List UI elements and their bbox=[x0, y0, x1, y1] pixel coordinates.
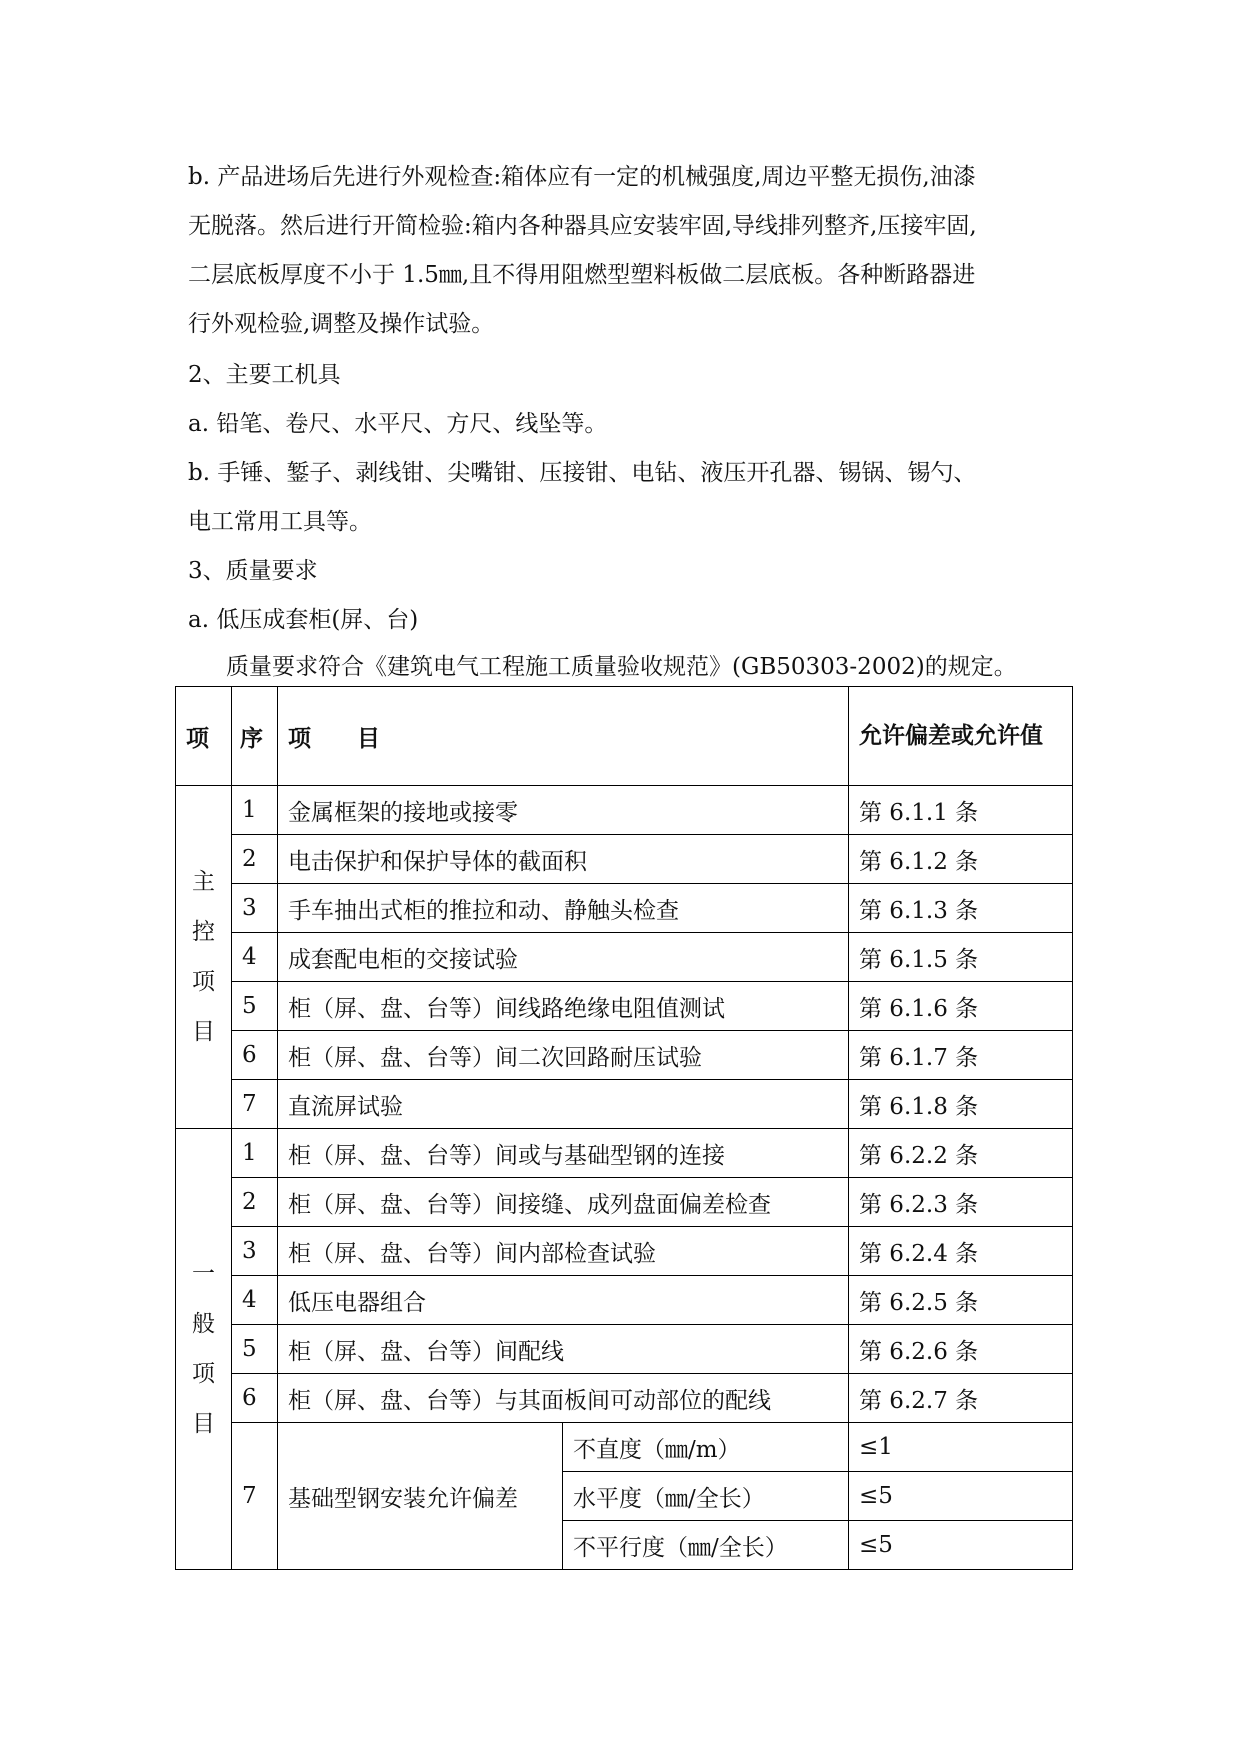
table-row bbox=[176, 1423, 1073, 1472]
tools-item-a: a. 铅笔、卷尺、水平尺、方尺、线坠等。 bbox=[188, 411, 608, 437]
row-name: 基础型钢安装允许偏差 bbox=[278, 1423, 563, 1570]
table-row bbox=[176, 1374, 1073, 1423]
row-seq: 4 bbox=[232, 933, 278, 982]
row-seq: 1 bbox=[232, 1129, 278, 1178]
row-seq: 7 bbox=[232, 1080, 278, 1129]
row-seq: 3 bbox=[232, 884, 278, 933]
row-seq: 2 bbox=[232, 1178, 278, 1227]
tools-item-b-line-1: b. 手锤、錾子、剥线钳、尖嘴钳、压接钳、电钻、液压开孔器、锡锅、锡勺、 bbox=[188, 460, 977, 486]
subrow-item: 不平行度（㎜/全长） bbox=[563, 1521, 849, 1570]
row-name: 柜（屏、盘、台等）间二次回路耐压试验 bbox=[278, 1031, 849, 1080]
header-name: 项 目 bbox=[278, 687, 849, 785]
row-name: 电击保护和保护导体的截面积 bbox=[278, 835, 849, 884]
row-value: 第 6.1.2 条 bbox=[849, 835, 1073, 884]
header-value: 允许偏差或允许值 bbox=[859, 723, 1043, 749]
table-row bbox=[176, 1227, 1073, 1276]
row-seq: 2 bbox=[232, 835, 278, 884]
row-value: 第 6.1.3 条 bbox=[849, 884, 1073, 933]
header-seq: 序 bbox=[232, 687, 278, 786]
row-value: 第 6.2.5 条 bbox=[849, 1276, 1073, 1325]
table-row bbox=[176, 786, 1073, 835]
row-seq: 5 bbox=[232, 982, 278, 1031]
row-value: 第 6.2.6 条 bbox=[849, 1325, 1073, 1374]
subrow-item: 不直度（㎜/m） bbox=[563, 1423, 849, 1472]
intro-b-line-1: b. 产品进场后先进行外观检查:箱体应有一定的机械强度,周边平整无损伤,油漆 bbox=[188, 164, 976, 190]
row-name: 柜（屏、盘、台等）与其面板间可动部位的配线 bbox=[278, 1374, 849, 1423]
row-seq: 4 bbox=[232, 1276, 278, 1325]
tools-item-b-line-2: 电工常用工具等。 bbox=[188, 509, 372, 535]
row-name: 柜（屏、盘、台等）间内部检查试验 bbox=[278, 1227, 849, 1276]
row-value: 第 6.2.7 条 bbox=[849, 1374, 1073, 1423]
row-seq: 6 bbox=[232, 1374, 278, 1423]
row-name: 金属框架的接地或接零 bbox=[278, 786, 849, 835]
quality-heading: 3、质量要求 bbox=[188, 558, 318, 584]
quality-subheading: a. 低压成套柜(屏、台) bbox=[188, 607, 419, 633]
row-value: 第 6.1.6 条 bbox=[849, 982, 1073, 1031]
row-name: 手车抽出式柜的推拉和动、静触头检查 bbox=[278, 884, 849, 933]
table-row bbox=[176, 1031, 1073, 1080]
row-name: 柜（屏、盘、台等）间线路绝缘电阻值测试 bbox=[278, 982, 849, 1031]
table-row bbox=[176, 982, 1073, 1031]
table-header-row bbox=[176, 687, 1073, 786]
table-row bbox=[176, 1325, 1073, 1374]
row-name: 直流屏试验 bbox=[278, 1080, 849, 1129]
subrow-value: ≤5 bbox=[849, 1521, 1073, 1570]
quality-note: 质量要求符合《建筑电气工程施工质量验收规范》(GB50303-2002)的规定。 bbox=[226, 654, 1017, 680]
row-seq: 5 bbox=[232, 1325, 278, 1374]
row-name: 柜（屏、盘、台等）间或与基础型钢的连接 bbox=[278, 1129, 849, 1178]
table-row bbox=[176, 1080, 1073, 1129]
row-seq: 6 bbox=[232, 1031, 278, 1080]
row-value: 第 6.1.1 条 bbox=[849, 786, 1073, 835]
header-item: 项 bbox=[176, 687, 232, 786]
row-seq: 1 bbox=[232, 786, 278, 835]
intro-b-line-3: 二层底板厚度不小于 1.5㎜,且不得用阻燃型塑料板做二层底板。各种断路器进 bbox=[188, 262, 976, 288]
row-name: 成套配电柜的交接试验 bbox=[278, 933, 849, 982]
subrow-item: 水平度（㎜/全长） bbox=[563, 1472, 849, 1521]
intro-b-line-2: 无脱落。然后进行开简检验:箱内各种器具应安装牢固,导线排列整齐,压接牢固, bbox=[188, 213, 977, 239]
subrow-value: ≤1 bbox=[849, 1423, 1073, 1472]
row-value: 第 6.1.5 条 bbox=[849, 933, 1073, 982]
row-seq: 7 bbox=[232, 1423, 278, 1570]
intro-b-line-4: 行外观检验,调整及操作试验。 bbox=[188, 311, 495, 337]
main-group-label: 主 控 项 目 bbox=[176, 786, 232, 1129]
table-row bbox=[176, 835, 1073, 884]
row-seq: 3 bbox=[232, 1227, 278, 1276]
quality-table bbox=[175, 686, 1073, 1570]
row-name: 低压电器组合 bbox=[278, 1276, 849, 1325]
row-value: 第 6.1.7 条 bbox=[849, 1031, 1073, 1080]
row-value: 第 6.2.4 条 bbox=[849, 1227, 1073, 1276]
table-row bbox=[176, 933, 1073, 982]
row-name: 柜（屏、盘、台等）间接缝、成列盘面偏差检查 bbox=[278, 1178, 849, 1227]
subrow-value: ≤5 bbox=[849, 1472, 1073, 1521]
tools-heading: 2、主要工机具 bbox=[188, 362, 341, 388]
table-row bbox=[176, 1276, 1073, 1325]
row-value: 第 6.1.8 条 bbox=[849, 1080, 1073, 1129]
row-value: 第 6.2.3 条 bbox=[849, 1178, 1073, 1227]
general-group-label: 一 般 项 目 bbox=[176, 1129, 232, 1570]
row-value: 第 6.2.2 条 bbox=[849, 1129, 1073, 1178]
table-row bbox=[176, 884, 1073, 933]
table-row bbox=[176, 1178, 1073, 1227]
row-name: 柜（屏、盘、台等）间配线 bbox=[278, 1325, 849, 1374]
table-row bbox=[176, 1129, 1073, 1178]
